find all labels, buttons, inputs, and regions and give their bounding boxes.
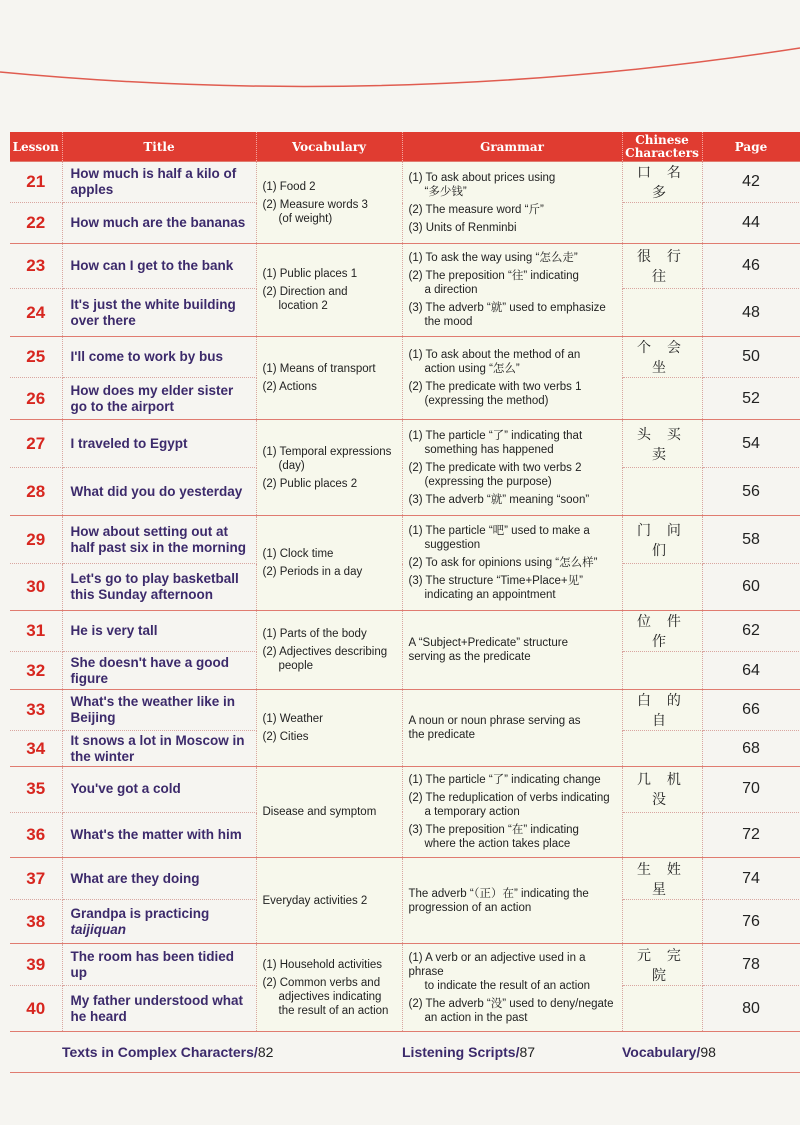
grammar-item bbox=[409, 429, 616, 457]
table-row-lesson-25[interactable] bbox=[10, 337, 800, 378]
grammar-item bbox=[409, 951, 616, 993]
appendix-complex-page: 82 bbox=[257, 1044, 274, 1060]
lesson-number: 24 bbox=[10, 289, 62, 337]
grammar-item: (3) Units of Renminbi bbox=[408, 221, 517, 234]
lesson-title[interactable]: How much are the bananas bbox=[62, 203, 256, 244]
lesson-number: 26 bbox=[10, 378, 62, 420]
vocab-item-cont: (of weight) bbox=[278, 212, 333, 225]
page-number[interactable]: 50 bbox=[702, 337, 800, 378]
table-row-lesson-39[interactable] bbox=[10, 944, 800, 986]
grammar-cell bbox=[402, 420, 622, 516]
grammar-cell bbox=[402, 767, 622, 858]
grammar-item-text2: serving as the predicate bbox=[408, 651, 531, 663]
lesson-title[interactable]: What are they doing bbox=[62, 858, 256, 900]
vocab-item bbox=[263, 645, 396, 673]
page-number[interactable]: 62 bbox=[702, 611, 800, 652]
grammar-item-text: The adverb “（正）在” indicating the bbox=[408, 887, 589, 900]
vocabulary-cell bbox=[256, 162, 402, 244]
grammar-item bbox=[409, 887, 616, 915]
lesson-title-italic: taijiquan bbox=[70, 921, 127, 937]
grammar-item bbox=[409, 348, 616, 376]
grammar-item-text: (1) A verb or an adjective used in a phrase bbox=[408, 951, 586, 978]
lesson-title[interactable]: It snows a lot in Moscow in the winter bbox=[62, 731, 256, 767]
grammar-item-text: A “Subject+Predicate” structure bbox=[408, 637, 568, 649]
appendix-vocabulary[interactable] bbox=[622, 1032, 800, 1073]
chinese-characters: 个 会 坐 bbox=[622, 337, 702, 378]
lesson-title[interactable]: How about setting out at half past six in the morning bbox=[62, 516, 256, 564]
header-title: Title bbox=[62, 132, 256, 162]
lesson-number: 37 bbox=[10, 858, 62, 900]
lesson-number: 23 bbox=[10, 244, 62, 289]
page-number[interactable]: 44 bbox=[702, 203, 800, 244]
grammar-item-cont: a direction bbox=[424, 284, 478, 296]
grammar-item: (1) The particle “了” indicating change bbox=[408, 774, 601, 786]
vocab-item bbox=[263, 976, 396, 1018]
grammar-item bbox=[409, 636, 616, 664]
grammar-cell bbox=[402, 162, 622, 244]
lesson-number: 30 bbox=[10, 564, 62, 611]
vocab-item: (2) Actions bbox=[262, 381, 317, 393]
page-number[interactable]: 42 bbox=[702, 162, 800, 203]
page-number[interactable]: 72 bbox=[702, 812, 800, 858]
header-decorative-curve bbox=[0, 0, 800, 130]
chinese-characters bbox=[622, 564, 702, 611]
lesson-title[interactable]: Let's go to play basketball this Sunday afternoon bbox=[62, 564, 256, 611]
appendix-vocab-label: Vocabulary/ bbox=[622, 1044, 701, 1060]
grammar-item-text: (1) To ask about prices using bbox=[408, 171, 556, 184]
grammar-item bbox=[409, 301, 616, 329]
lesson-number: 33 bbox=[10, 690, 62, 731]
grammar-cell bbox=[402, 244, 622, 337]
vocab-item-text: (2) Measure words 3 bbox=[262, 198, 368, 211]
appendix-vocab-page: 98 bbox=[700, 1044, 716, 1060]
grammar-item bbox=[409, 823, 616, 851]
page-number[interactable]: 60 bbox=[702, 564, 800, 611]
appendix-complex-label: Texts in Complex Characters/ bbox=[62, 1044, 258, 1060]
vocabulary-cell bbox=[256, 944, 402, 1032]
vocab-item: Disease and symptom bbox=[262, 806, 377, 818]
page-number[interactable]: 54 bbox=[702, 420, 800, 468]
table-row-lesson-21[interactable] bbox=[10, 162, 800, 203]
chinese-characters bbox=[622, 203, 702, 244]
grammar-item-text: (2) The predicate with two verbs 2 bbox=[408, 461, 582, 474]
lesson-number: 35 bbox=[10, 767, 62, 813]
grammar-item: (1) To ask the way using “怎么走” bbox=[408, 252, 578, 264]
chinese-characters: 生 姓 星 bbox=[622, 858, 702, 900]
page-number[interactable]: 78 bbox=[702, 944, 800, 986]
vocab-item: (1) Clock time bbox=[262, 548, 334, 560]
vocab-item-text: (2) Direction and bbox=[262, 286, 348, 298]
chinese-characters: 几 机 没 bbox=[622, 767, 702, 813]
chinese-characters bbox=[622, 468, 702, 516]
page-number[interactable]: 52 bbox=[702, 378, 800, 420]
page-number[interactable]: 76 bbox=[702, 900, 800, 944]
grammar-item bbox=[409, 461, 616, 489]
header-page: Page bbox=[702, 132, 800, 162]
lesson-title[interactable]: He is very tall bbox=[62, 611, 256, 652]
appendix-listening-scripts[interactable] bbox=[402, 1032, 622, 1073]
chinese-characters: 位 件 作 bbox=[622, 611, 702, 652]
vocabulary-cell bbox=[256, 611, 402, 690]
chinese-characters bbox=[622, 378, 702, 420]
lesson-title[interactable]: What's the weather like in Beijing bbox=[62, 690, 256, 731]
vocab-item-cont: location 2 bbox=[278, 300, 328, 312]
page-number[interactable]: 70 bbox=[702, 767, 800, 813]
grammar-item: (2) The measure word “斤” bbox=[408, 203, 544, 216]
lesson-title[interactable]: How can I get to the bank bbox=[62, 244, 256, 289]
grammar-item bbox=[409, 269, 616, 297]
lesson-number: 28 bbox=[10, 468, 62, 516]
lesson-number: 21 bbox=[10, 162, 62, 203]
vocab-item-cont: people bbox=[278, 660, 314, 672]
vocabulary-cell bbox=[256, 420, 402, 516]
grammar-cell bbox=[402, 611, 622, 690]
header-lesson: Lesson bbox=[10, 132, 62, 162]
lesson-number: 31 bbox=[10, 611, 62, 652]
table-row-lesson-27[interactable] bbox=[10, 420, 800, 468]
chinese-characters bbox=[622, 900, 702, 944]
grammar-item-text: (3) The structure “Time+Place+见” bbox=[408, 575, 583, 587]
appendix-listening-page: 87 bbox=[519, 1044, 536, 1060]
grammar-item bbox=[409, 714, 616, 742]
header-chinese-line1: Chinese bbox=[635, 132, 689, 147]
vocabulary-cell bbox=[256, 516, 402, 611]
page-number[interactable]: 68 bbox=[702, 731, 800, 767]
lesson-number: 22 bbox=[10, 203, 62, 244]
grammar-item bbox=[409, 171, 616, 199]
grammar-item bbox=[409, 524, 616, 552]
lesson-number: 38 bbox=[10, 900, 62, 944]
lesson-number: 27 bbox=[10, 420, 62, 468]
vocab-item-text: (2) Adjectives describing bbox=[262, 646, 388, 658]
lesson-number: 29 bbox=[10, 516, 62, 564]
vocab-item: Everyday activities 2 bbox=[262, 894, 368, 907]
lesson-number: 34 bbox=[10, 731, 62, 767]
vocabulary-cell bbox=[256, 858, 402, 944]
page-number[interactable]: 46 bbox=[702, 244, 800, 289]
vocab-item: (1) Weather bbox=[262, 713, 324, 725]
grammar-cell bbox=[402, 337, 622, 420]
vocab-item-cont: the result of an action bbox=[278, 1004, 389, 1017]
lesson-title[interactable]: What's the matter with him bbox=[62, 812, 256, 858]
grammar-item-cont: to indicate the result of an action bbox=[424, 979, 591, 992]
appendix-row bbox=[10, 1032, 800, 1073]
grammar-item-cont: a temporary action bbox=[424, 806, 520, 818]
appendix-listening-label: Listening Scripts/ bbox=[402, 1044, 520, 1060]
vocabulary-cell bbox=[256, 244, 402, 337]
table-row-lesson-35[interactable] bbox=[10, 767, 800, 813]
lesson-title-text: Grandpa is practicing bbox=[70, 905, 210, 921]
grammar-item bbox=[409, 997, 616, 1025]
grammar-item-text2: the predicate bbox=[408, 729, 475, 741]
lesson-title[interactable]: It's just the white building over there bbox=[62, 289, 256, 337]
vocab-item: (1) Food 2 bbox=[262, 180, 316, 193]
vocab-item-cont: (day) bbox=[278, 459, 305, 472]
grammar-item-text: (3) The adverb “就” used to emphasize bbox=[408, 302, 606, 314]
table-row-lesson-29[interactable] bbox=[10, 516, 800, 564]
lesson-number: 36 bbox=[10, 812, 62, 858]
chinese-characters: 很 行 往 bbox=[622, 244, 702, 289]
grammar-item: (3) The adverb “就” meaning “soon” bbox=[408, 493, 590, 506]
lesson-title[interactable]: How does my elder sister go to the airport bbox=[62, 378, 256, 420]
header-vocabulary: Vocabulary bbox=[256, 132, 402, 162]
table-row-lesson-33[interactable] bbox=[10, 690, 800, 731]
lesson-number: 40 bbox=[10, 986, 62, 1032]
chinese-characters: 白 的 自 bbox=[622, 690, 702, 731]
grammar-cell bbox=[402, 516, 622, 611]
vocab-item: (2) Public places 2 bbox=[262, 477, 358, 490]
grammar-item-cont: action using “怎么” bbox=[424, 363, 520, 375]
grammar-item-text: (1) The particle “了” indicating that bbox=[408, 429, 583, 442]
grammar-item-cont: something has happened bbox=[424, 443, 554, 456]
lesson-title[interactable]: I'll come to work by bus bbox=[62, 337, 256, 378]
grammar-item-cont: suggestion bbox=[424, 539, 481, 551]
vocab-item bbox=[263, 198, 396, 226]
grammar-item-cont: an action in the past bbox=[424, 1011, 528, 1024]
chinese-characters bbox=[622, 652, 702, 690]
vocab-item: (2) Cities bbox=[262, 731, 309, 743]
chinese-characters: 门 问 们 bbox=[622, 516, 702, 564]
page-number[interactable]: 64 bbox=[702, 652, 800, 690]
grammar-cell bbox=[402, 944, 622, 1032]
appendix-complex-characters[interactable] bbox=[62, 1032, 402, 1073]
grammar-cell bbox=[402, 858, 622, 944]
lesson-title[interactable]: The room has been tidied up bbox=[62, 944, 256, 986]
grammar-item bbox=[409, 574, 616, 602]
chinese-characters bbox=[622, 289, 702, 337]
page-number[interactable]: 80 bbox=[702, 986, 800, 1032]
grammar-cell bbox=[402, 690, 622, 767]
chinese-characters bbox=[622, 986, 702, 1032]
grammar-item-text: (2) The reduplication of verbs indicating bbox=[408, 792, 610, 804]
grammar-item-cont: (expressing the method) bbox=[424, 395, 549, 407]
vocabulary-cell bbox=[256, 767, 402, 858]
lesson-number: 25 bbox=[10, 337, 62, 378]
table-row-lesson-23[interactable] bbox=[10, 244, 800, 289]
table-of-contents bbox=[10, 132, 800, 1073]
chinese-characters: 元 完 院 bbox=[622, 944, 702, 986]
header-row bbox=[10, 132, 800, 162]
vocab-item-text: (1) Temporal expressions bbox=[262, 445, 392, 458]
grammar-item-text2: progression of an action bbox=[408, 901, 532, 914]
vocab-item: (2) Periods in a day bbox=[262, 566, 363, 578]
grammar-item-text: (2) The adverb “没” used to deny/negate bbox=[408, 997, 614, 1010]
grammar-item-text: (2) The predicate with two verbs 1 bbox=[408, 381, 582, 393]
grammar-item-cont: (expressing the purpose) bbox=[424, 475, 552, 488]
vocabulary-cell bbox=[256, 337, 402, 420]
grammar-item-text: (2) The preposition “往” indicating bbox=[408, 270, 579, 282]
page-number[interactable]: 56 bbox=[702, 468, 800, 516]
grammar-item-text: (1) To ask about the method of an bbox=[408, 349, 581, 361]
grammar-item-text: A noun or noun phrase serving as bbox=[408, 715, 581, 727]
page-number[interactable]: 74 bbox=[702, 858, 800, 900]
grammar-item bbox=[409, 791, 616, 819]
lesson-title[interactable]: I traveled to Egypt bbox=[62, 420, 256, 468]
vocab-item bbox=[263, 445, 396, 473]
lesson-number: 32 bbox=[10, 652, 62, 690]
grammar-item: (2) To ask for opinions using “怎么样” bbox=[408, 557, 598, 569]
vocab-item: (1) Public places 1 bbox=[262, 268, 358, 280]
vocab-item: (1) Household activities bbox=[262, 958, 383, 971]
lesson-title[interactable] bbox=[62, 900, 256, 944]
header-grammar: Grammar bbox=[402, 132, 622, 162]
table-row-lesson-37[interactable] bbox=[10, 858, 800, 900]
lesson-title[interactable]: What did you do yesterday bbox=[62, 468, 256, 516]
grammar-item bbox=[409, 380, 616, 408]
vocab-item: (1) Means of transport bbox=[262, 363, 376, 375]
lesson-number: 39 bbox=[10, 944, 62, 986]
lesson-title[interactable]: You've got a cold bbox=[62, 767, 256, 813]
header-chinese-line2: Characters bbox=[625, 145, 699, 160]
grammar-item-cont: where the action takes place bbox=[424, 838, 571, 850]
vocab-item-text: (2) Common verbs and bbox=[262, 976, 381, 989]
page-number[interactable]: 48 bbox=[702, 289, 800, 337]
table-row-lesson-31[interactable] bbox=[10, 611, 800, 652]
lesson-title[interactable]: She doesn't have a good figure bbox=[62, 652, 256, 690]
chinese-characters: 头 买 卖 bbox=[622, 420, 702, 468]
vocab-item: (1) Parts of the body bbox=[262, 628, 367, 640]
vocab-item-cont: adjectives indicating bbox=[278, 990, 382, 1003]
header-chinese-characters bbox=[622, 132, 702, 162]
lesson-title[interactable]: How much is half a kilo of apples bbox=[62, 162, 256, 203]
page-number[interactable]: 66 bbox=[702, 690, 800, 731]
chinese-characters bbox=[622, 812, 702, 858]
vocabulary-cell bbox=[256, 690, 402, 767]
page-number[interactable]: 58 bbox=[702, 516, 800, 564]
lesson-title[interactable]: My father understood what he heard bbox=[62, 986, 256, 1032]
grammar-item-cont: “多少钱” bbox=[424, 185, 467, 198]
chinese-characters: 口 名 多 bbox=[622, 162, 702, 203]
grammar-item-cont: indicating an appointment bbox=[424, 589, 556, 601]
grammar-item-text: (1) The particle “吧” used to make a bbox=[408, 525, 590, 537]
vocab-item bbox=[263, 285, 396, 313]
chinese-characters bbox=[622, 731, 702, 767]
grammar-item-cont: the mood bbox=[424, 316, 473, 328]
grammar-item-text: (3) The preposition “在” indicating bbox=[408, 824, 579, 836]
